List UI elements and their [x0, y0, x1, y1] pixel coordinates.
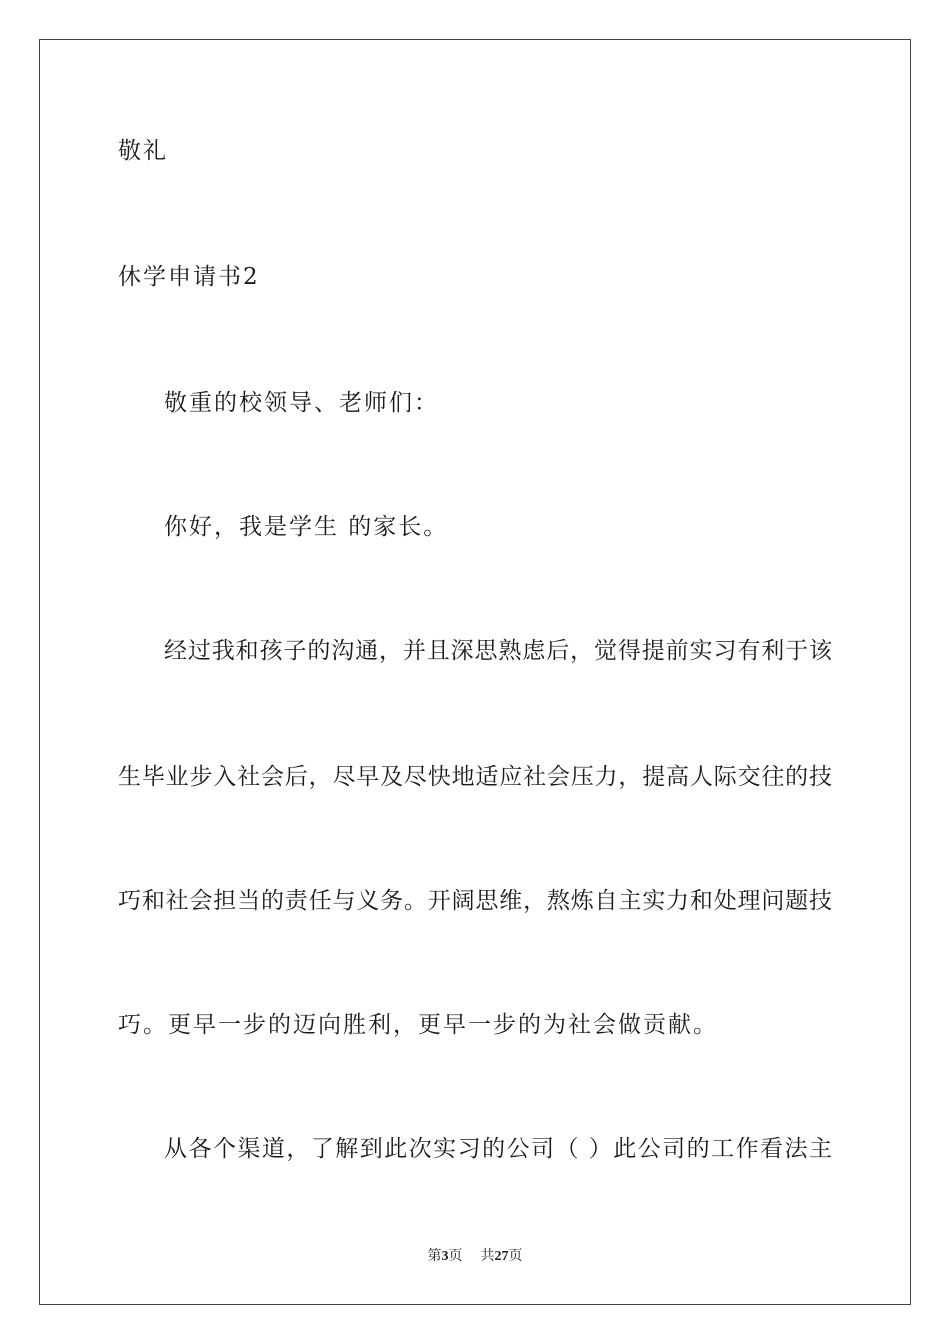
- page-suffix: 页: [448, 1249, 463, 1264]
- body-line: 从各个渠道，了解到此次实习的公司（ ）此公司的工作看法主: [164, 1136, 832, 1162]
- body-line: 经过我和孩子的沟通，并且深思熟虑后，觉得提前实习有利于该: [164, 638, 832, 664]
- body-line: 生毕业步入社会后，尽早及尽快地适应社会压力，提高人际交往的技: [118, 764, 832, 790]
- page-frame: [39, 39, 911, 1305]
- total-page-count: 27: [494, 1249, 509, 1264]
- body-line: 你好，我是学生 的家长。: [164, 514, 449, 540]
- page-footer: [0, 1247, 950, 1267]
- total-suffix: 页: [508, 1249, 523, 1264]
- body-line: 巧和社会担当的责任与义务。开阔思维，熬炼自主实力和处理问题技: [118, 888, 832, 914]
- body-line: 巧。更早一步的迈向胜利，更早一步的为社会做贡献。: [118, 1012, 718, 1038]
- greeting-line: 敬重的校领导、老师们：: [164, 390, 439, 416]
- page-prefix: 第: [427, 1249, 442, 1264]
- total-prefix: 共: [480, 1249, 495, 1264]
- section-title: 休学申请书2: [118, 264, 260, 290]
- current-page-number: 3: [441, 1249, 449, 1264]
- closing-salutation: 敬礼: [118, 138, 168, 164]
